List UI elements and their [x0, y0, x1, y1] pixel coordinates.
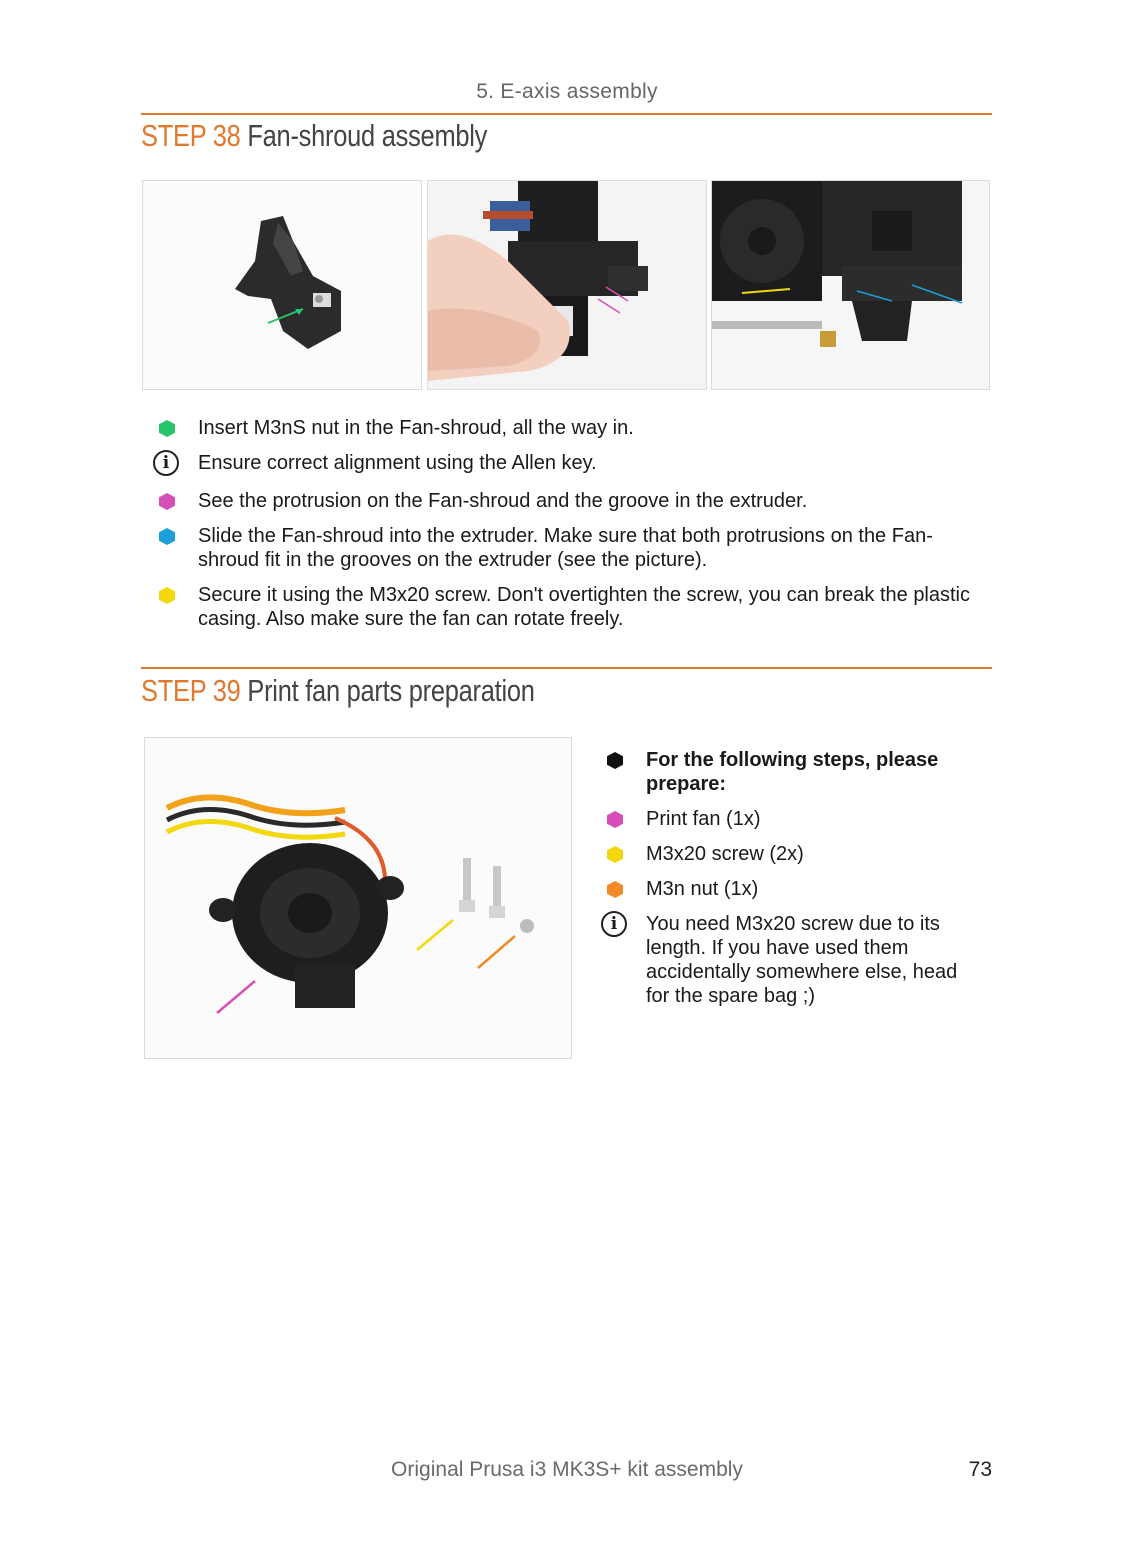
bullet-text: Ensure correct alignment using the Allen key. — [198, 452, 597, 474]
bullet-text: M3x20 screw (2x) — [646, 843, 804, 865]
step-38-title — [141, 118, 487, 154]
print-fan-parts-photo — [144, 737, 572, 1059]
fan-shroud-screw-photo — [711, 180, 990, 390]
footer-title: Original Prusa i3 MK3S+ kit assembly — [391, 1458, 743, 1481]
black-hex-icon — [598, 748, 632, 772]
yellow-hex-icon — [150, 583, 184, 607]
step-39-name: Print fan parts preparation — [247, 673, 535, 708]
step-38-name: Fan-shroud assembly — [247, 118, 488, 153]
step-39-bullet-3 — [598, 842, 998, 866]
info-icon: i — [598, 912, 632, 936]
header-rule — [141, 113, 992, 115]
step-39-bullet-5 — [598, 912, 998, 1008]
step-39-number: STEP 39 — [141, 673, 241, 708]
magenta-hex-icon — [150, 489, 184, 513]
green-hex-icon — [150, 416, 184, 440]
bullet-text: Insert M3nS nut in the Fan-shroud, all the way in. — [198, 417, 634, 439]
blue-hex-icon — [150, 524, 184, 548]
step-39-bullet-4 — [598, 877, 998, 901]
step-38-bullet-3 — [150, 489, 1000, 513]
step-38-bullet-2 — [150, 451, 1000, 475]
bullet-text: Secure it using the M3x20 screw. Don't overtighten the screw, you can break the plastic casing. Also make sure the fan can rotate freely. — [198, 584, 971, 630]
page-number: 73 — [968, 1458, 992, 1481]
fan-shroud-nut-photo — [142, 180, 422, 390]
fan-shroud-slide-photo — [427, 180, 707, 390]
bullet-text: Slide the Fan-shroud into the extruder. Make sure that both protrusions on the Fan-shroud fit in the grooves on the extruder (see the picture). — [198, 525, 933, 571]
magenta-hex-icon — [598, 807, 632, 831]
bullet-text: For the following steps, please prepare: — [646, 749, 939, 795]
orange-hex-icon — [598, 877, 632, 901]
step-38-bullet-4 — [150, 524, 1000, 572]
bullet-text: Print fan (1x) — [646, 808, 761, 830]
bullet-text: See the protrusion on the Fan-shroud and the groove in the extruder. — [198, 490, 808, 512]
yellow-hex-icon — [598, 842, 632, 866]
step-39-bullet-1 — [598, 748, 998, 796]
info-icon: i — [150, 451, 184, 475]
section-header: 5. E-axis assembly — [476, 80, 658, 103]
step-38-number: STEP 38 — [141, 118, 241, 153]
step-39-title — [141, 673, 535, 709]
bullet-text: M3n nut (1x) — [646, 878, 759, 900]
step-39-rule — [141, 667, 992, 669]
step-38-bullet-1 — [150, 416, 1000, 440]
step-39-bullet-2 — [598, 807, 998, 831]
bullet-text: You need M3x20 screw due to its length. If you have used them accidentally somewhere else, head for the spare bag ;) — [646, 913, 958, 1007]
step-38-bullet-5 — [150, 583, 1000, 631]
